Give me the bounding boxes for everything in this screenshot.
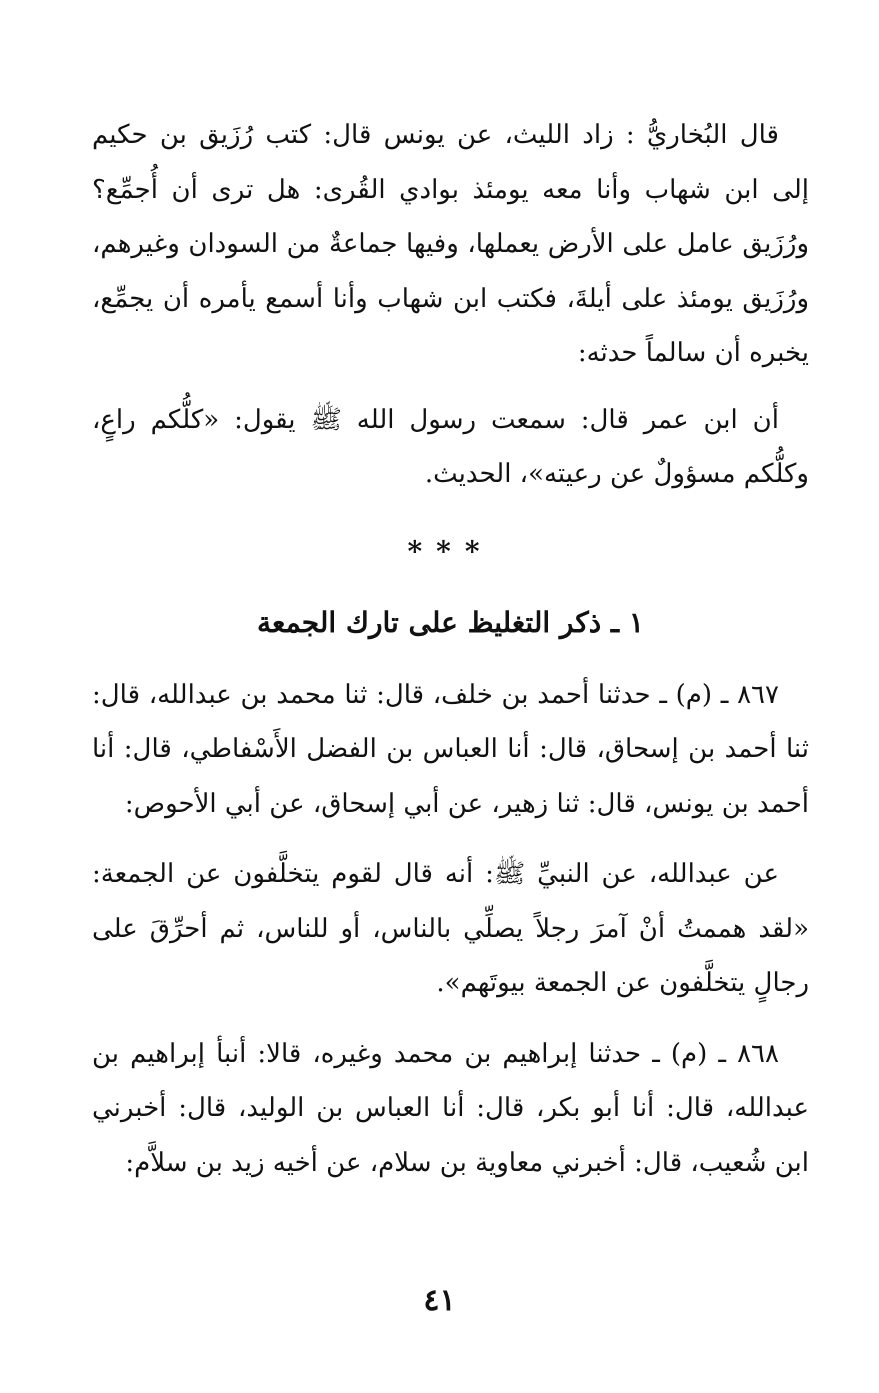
page-number: ٤١ [423, 1283, 456, 1318]
section-heading: ١ ـ ذكر التغليظ على تارك الجمعة [257, 605, 644, 639]
paragraph-bukhari-narration: قال البُخاريُّ : زاد الليث، عن يونس قال: كتب رُزَيق بن حكيم إلى ابن شهاب وأنا معه يومئذ بوادي القُرى: هل ترى أن أُجمِّع؟ ورُزَيق عامل على الأرض يعملها، وفيها جماعةٌ من السودان وغيرهم، ورُزَيق يومئذ على أيلةَ، فكتب ابن شهاب وأنا أسمع يأمره أن يجمِّع، يخبره أن سالماً حدثه: [92, 120, 809, 368]
asterisk-separator: *** [407, 534, 494, 568]
page-body [92, 108, 809, 1190]
hadith-867-isnad: ٨٦٧ ـ (م) ـ حدثنا أحمد بن خلف، قال: ثنا محمد بن عبدالله، قال: ثنا أحمد بن إسحاق، قال: أنا العباس بن الفضل الأَسْفاطي، قال: أنا أحمد بن يونس، قال: ثنا زهير، عن أبي إسحاق، عن أبي الأحوص: [92, 679, 809, 819]
hadith-868-isnad: ٨٦٨ ـ (م) ـ حدثنا إبراهيم بن محمد وغيره، قالا: أنبأ إبراهيم بن عبدالله، قال: أنا أبو بكر، قال: أنا العباس بن الوليد، قال: أخبرني ابن شُعيب، قال: أخبرني معاوية بن سلام، عن أخيه زيد بن سلاَّم: [92, 1038, 809, 1178]
hadith-867-matn: عن عبدالله، عن النبيِّ ﷺ: أنه قال لقوم يتخلَّفون عن الجمعة: «لقد هممتُ أنْ آمرَ رجلاً يصلِّي بالناس، أو للناس، ثم أحرِّقَ على رجالٍ يتخلَّفون عن الجمعة بيوتَهم». [92, 859, 809, 998]
paragraph-ibn-umar-hadith: أن ابن عمر قال: سمعت رسول الله ﷺ يقول: «كلُّكم راعٍ، وكلُّكم مسؤولٌ عن رعيته»، الحديث. [92, 404, 809, 489]
